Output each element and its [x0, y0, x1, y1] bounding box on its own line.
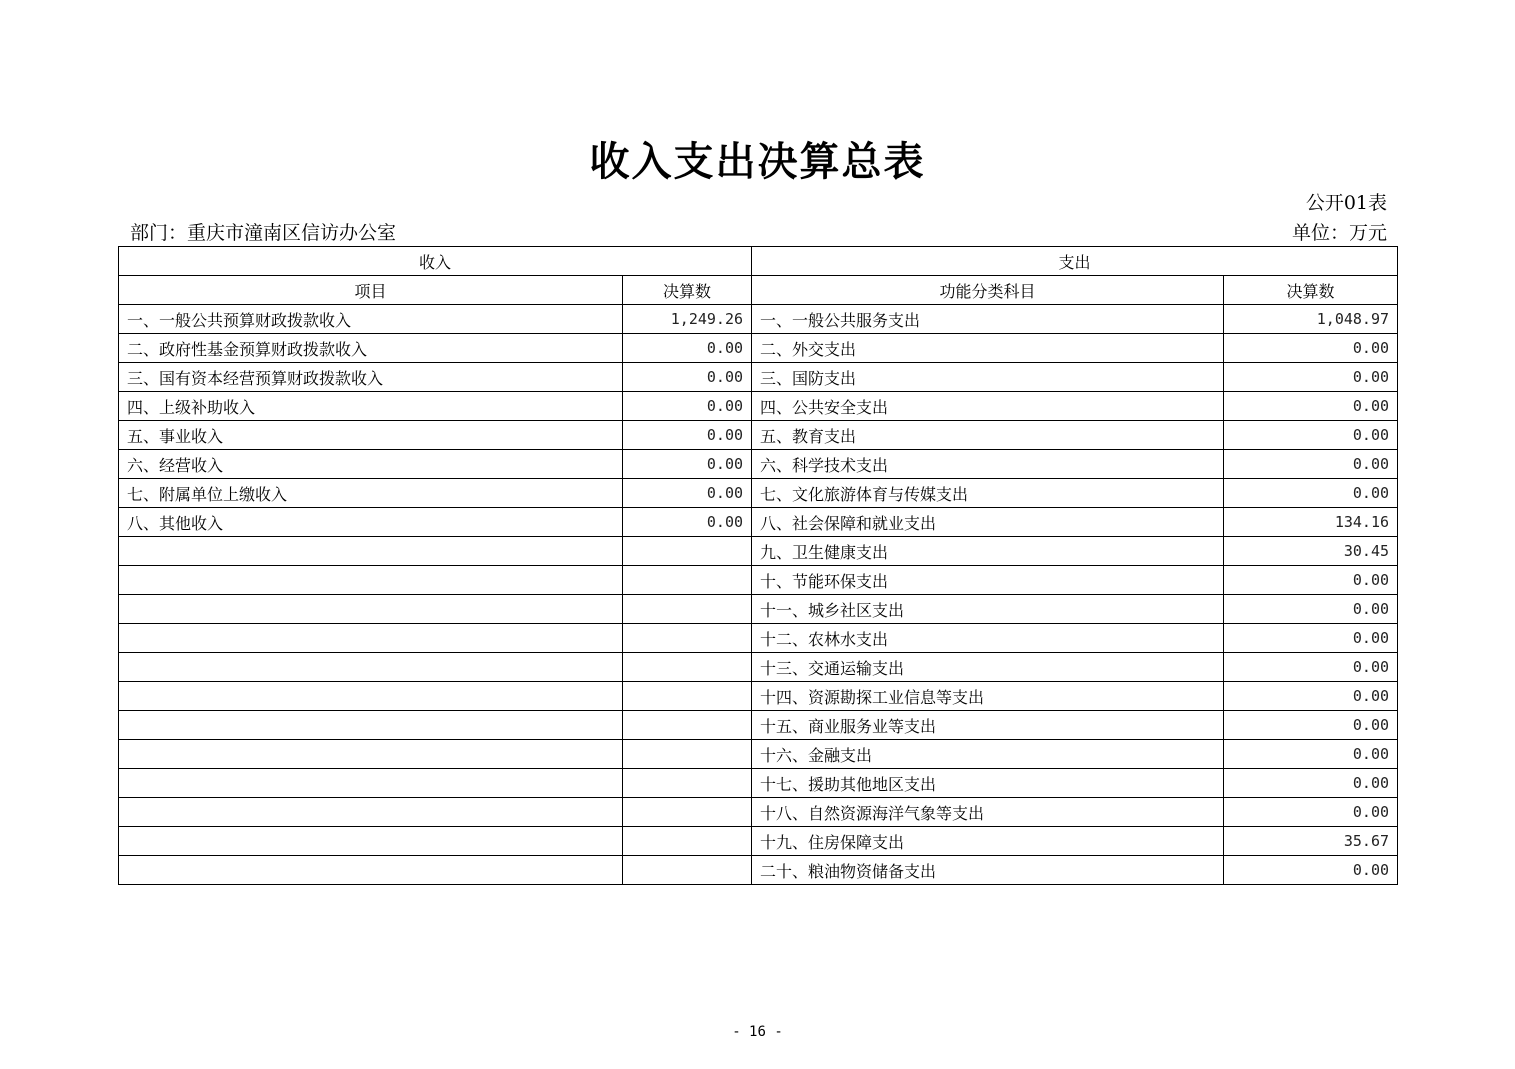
amount-header-2: 决算数 — [1224, 276, 1398, 305]
income-item-cell: 二、政府性基金预算财政拨款收入 — [119, 334, 623, 363]
expense-item-cell: 十九、住房保障支出 — [752, 827, 1224, 856]
expense-amount-cell: 0.00 — [1224, 682, 1398, 711]
expense-item-cell: 十七、援助其他地区支出 — [752, 769, 1224, 798]
table-row — [119, 421, 1398, 450]
expense-item-cell: 十二、农林水支出 — [752, 624, 1224, 653]
income-expense-table — [118, 246, 1398, 885]
income-amount-cell — [623, 827, 752, 856]
table-row — [119, 682, 1398, 711]
income-amount-cell — [623, 595, 752, 624]
income-amount-cell: 1,249.26 — [623, 305, 752, 334]
expense-amount-cell: 0.00 — [1224, 479, 1398, 508]
expense-amount-cell: 0.00 — [1224, 363, 1398, 392]
expense-amount-cell: 0.00 — [1224, 450, 1398, 479]
expense-amount-cell: 0.00 — [1224, 798, 1398, 827]
expense-amount-cell: 0.00 — [1224, 334, 1398, 363]
expense-item-cell: 十八、自然资源海洋气象等支出 — [752, 798, 1224, 827]
table-row — [119, 856, 1398, 885]
income-amount-cell: 0.00 — [623, 392, 752, 421]
income-item-cell: 一、一般公共预算财政拨款收入 — [119, 305, 623, 334]
expense-item-cell: 五、教育支出 — [752, 421, 1224, 450]
expense-item-cell: 十四、资源勘探工业信息等支出 — [752, 682, 1224, 711]
expense-amount-cell: 0.00 — [1224, 421, 1398, 450]
income-item-cell: 七、附属单位上缴收入 — [119, 479, 623, 508]
table-row — [119, 798, 1398, 827]
expense-amount-cell: 30.45 — [1224, 537, 1398, 566]
income-item-cell — [119, 769, 623, 798]
table-row — [119, 479, 1398, 508]
table-row — [119, 334, 1398, 363]
table-row — [119, 566, 1398, 595]
income-item-cell: 八、其他收入 — [119, 508, 623, 537]
income-item-cell — [119, 798, 623, 827]
income-header: 收入 — [119, 247, 752, 276]
expense-amount-cell: 0.00 — [1224, 769, 1398, 798]
table-row — [119, 363, 1398, 392]
income-amount-cell: 0.00 — [623, 421, 752, 450]
income-amount-cell — [623, 653, 752, 682]
income-item-cell — [119, 537, 623, 566]
expense-item-cell: 十五、商业服务业等支出 — [752, 711, 1224, 740]
income-item-cell — [119, 856, 623, 885]
expense-item-cell: 一、一般公共服务支出 — [752, 305, 1224, 334]
unit-label: 单位：万元 — [1291, 222, 1387, 244]
income-item-cell: 四、上级补助收入 — [119, 392, 623, 421]
item-header: 项目 — [119, 276, 623, 305]
expense-item-cell: 四、公共安全支出 — [752, 392, 1224, 421]
page-title: 收入支出决算总表 — [589, 138, 926, 185]
expense-amount-cell: 1,048.97 — [1224, 305, 1398, 334]
expense-header: 支出 — [752, 247, 1398, 276]
expense-amount-cell: 0.00 — [1224, 711, 1398, 740]
expense-item-cell: 十一、城乡社区支出 — [752, 595, 1224, 624]
income-amount-cell — [623, 682, 752, 711]
income-item-cell — [119, 653, 623, 682]
table-row — [119, 624, 1398, 653]
income-amount-cell: 0.00 — [623, 479, 752, 508]
expense-item-cell: 八、社会保障和就业支出 — [752, 508, 1224, 537]
income-amount-cell — [623, 798, 752, 827]
income-amount-cell: 0.00 — [623, 363, 752, 392]
expense-amount-cell: 134.16 — [1224, 508, 1398, 537]
expense-amount-cell: 35.67 — [1224, 827, 1398, 856]
expense-item-cell: 二十、粮油物资储备支出 — [752, 856, 1224, 885]
table-row — [119, 740, 1398, 769]
expense-item-cell: 七、文化旅游体育与传媒支出 — [752, 479, 1224, 508]
income-amount-cell — [623, 740, 752, 769]
table-row — [119, 508, 1398, 537]
table-row — [119, 450, 1398, 479]
income-amount-cell — [623, 624, 752, 653]
expense-item-cell: 二、外交支出 — [752, 334, 1224, 363]
table-header-row-2 — [119, 276, 1398, 305]
amount-header: 决算数 — [623, 276, 752, 305]
department-label: 部门：重庆市潼南区信访办公室 — [130, 222, 397, 244]
income-item-cell — [119, 624, 623, 653]
page-number: - 16 - — [732, 1024, 783, 1040]
income-amount-cell — [623, 537, 752, 566]
expense-amount-cell: 0.00 — [1224, 566, 1398, 595]
table-row — [119, 305, 1398, 334]
income-item-cell — [119, 682, 623, 711]
expense-amount-cell: 0.00 — [1224, 653, 1398, 682]
income-item-cell: 六、经营收入 — [119, 450, 623, 479]
expense-item-cell: 九、卫生健康支出 — [752, 537, 1224, 566]
income-amount-cell — [623, 856, 752, 885]
expense-amount-cell: 0.00 — [1224, 624, 1398, 653]
expense-amount-cell: 0.00 — [1224, 740, 1398, 769]
income-amount-cell — [623, 769, 752, 798]
expense-item-cell: 六、科学技术支出 — [752, 450, 1224, 479]
expense-item-cell: 十三、交通运输支出 — [752, 653, 1224, 682]
expense-amount-cell: 0.00 — [1224, 856, 1398, 885]
table-row — [119, 827, 1398, 856]
expense-amount-cell: 0.00 — [1224, 595, 1398, 624]
income-item-cell: 三、国有资本经营预算财政拨款收入 — [119, 363, 623, 392]
expense-amount-cell: 0.00 — [1224, 392, 1398, 421]
income-amount-cell: 0.00 — [623, 508, 752, 537]
income-item-cell — [119, 566, 623, 595]
income-item-cell — [119, 740, 623, 769]
form-number: 公开01表 — [1305, 192, 1387, 214]
table-row — [119, 769, 1398, 798]
table-row — [119, 392, 1398, 421]
table-row — [119, 595, 1398, 624]
income-amount-cell: 0.00 — [623, 450, 752, 479]
expense-item-cell: 三、国防支出 — [752, 363, 1224, 392]
table-row — [119, 653, 1398, 682]
income-amount-cell — [623, 566, 752, 595]
income-item-cell — [119, 595, 623, 624]
income-item-cell — [119, 711, 623, 740]
table-row — [119, 537, 1398, 566]
category-header: 功能分类科目 — [752, 276, 1224, 305]
income-item-cell — [119, 827, 623, 856]
income-amount-cell — [623, 711, 752, 740]
income-amount-cell: 0.00 — [623, 334, 752, 363]
table-header-row-1 — [119, 247, 1398, 276]
table-row — [119, 711, 1398, 740]
expense-item-cell: 十、节能环保支出 — [752, 566, 1224, 595]
expense-item-cell: 十六、金融支出 — [752, 740, 1224, 769]
income-item-cell: 五、事业收入 — [119, 421, 623, 450]
